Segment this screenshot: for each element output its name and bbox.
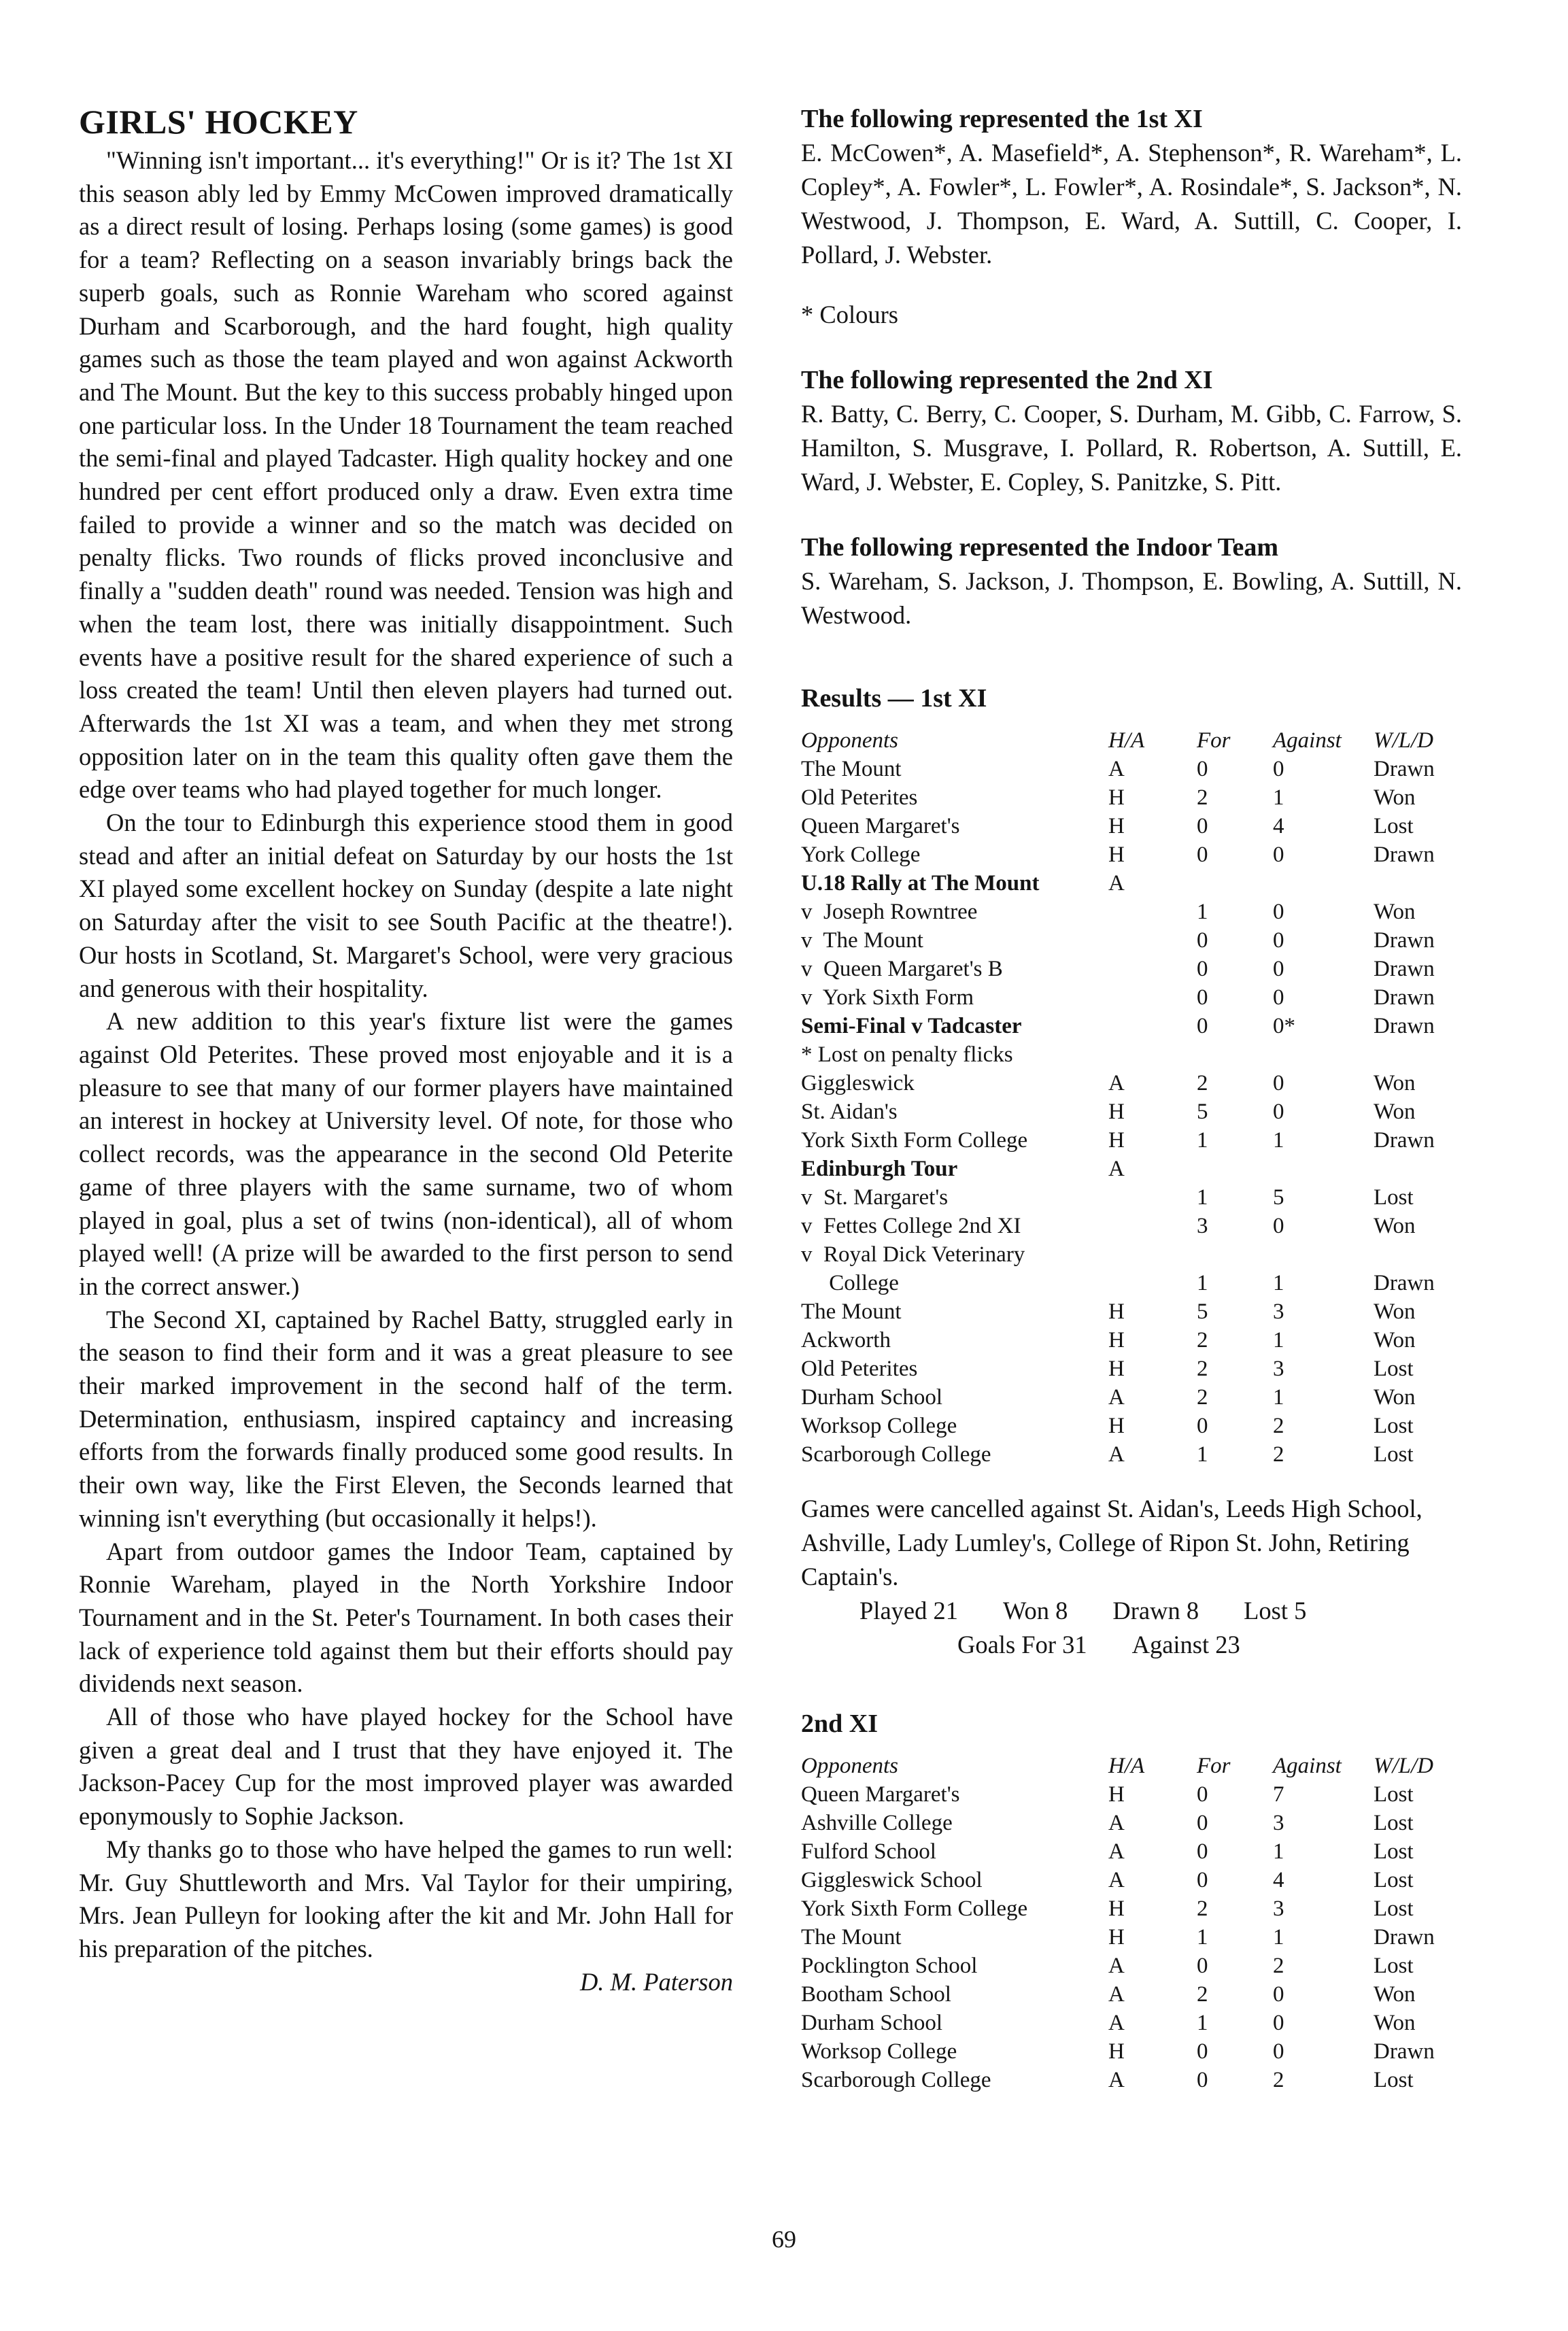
- table-cell: Giggleswick School: [801, 1868, 983, 1892]
- table-cell: 0: [1197, 2068, 1208, 2092]
- table-cell: 0: [1273, 985, 1284, 1010]
- table-cell: 0: [1197, 1811, 1208, 1835]
- table-cell: H: [1108, 1925, 1125, 1950]
- table-cell: 0: [1197, 757, 1208, 781]
- table-cell: 0: [1273, 1214, 1284, 1238]
- second-xi-heading: The following represented the 2nd XI: [801, 366, 1213, 394]
- column-header: Against: [1273, 728, 1342, 753]
- table-cell: Fulford School: [801, 1839, 936, 1864]
- table-cell: Lost: [1374, 1868, 1414, 1892]
- column-header: For: [1197, 1754, 1231, 1778]
- table-row: [801, 1155, 1462, 1183]
- column-header: Opponents: [801, 728, 898, 753]
- table-cell: * Lost on penalty flicks: [801, 1042, 1013, 1067]
- table-cell: [1374, 869, 1462, 898]
- table-cell: 0: [1197, 928, 1208, 953]
- table-cell: 1: [1273, 1839, 1284, 1864]
- first-xi-heading: The following represented the 1st XI: [801, 105, 1203, 133]
- table-cell: 1: [1273, 1385, 1284, 1410]
- goals-for-total: Goals For 31: [957, 1631, 1087, 1658]
- table-cell: Queen Margaret's: [801, 814, 960, 838]
- table-cell: H: [1108, 1896, 1125, 1921]
- table-cell: Worksop College: [801, 2039, 957, 2064]
- table-row: [801, 1183, 1462, 1212]
- article-paragraph: "Winning isn't important... it's everything!" Or is it? The 1st XI this season ably led by Emmy McCowen improved dramatically as a direct result of losing. Perhaps losing (some games) is good for a team? Reflecting on a season invariably brings back the superb goals, such as Ronnie Wareham who scored against Durham and Scarborough, and the hard fought, high quality games such as those the team played and won against Ackworth and The Mount. But the key to this success probably hinged upon one particular loss. In the Under 18 Tournament the team reached the semi-final and played Tadcaster. High quality hockey and one hundred per cent effort produced only a draw. Even extra time failed to provide a winner and so the match was decided on penalty flicks. Two rounds of flicks proved inconclusive and finally a "sudden death" round was needed. Tension was high and when the team lost, there was initially disappointment. Such events have a positive result for the shared experience of such a loss created the team! Until then eleven players had turned out. Afterwards the 1st XI was a team, and when they met strong opposition later on in the team this quality often gave them the edge over teams who had played together for much longer.: [79, 146, 733, 804]
- table-cell: 0*: [1273, 1014, 1295, 1038]
- table-cell: H: [1108, 1100, 1125, 1124]
- table-cell: H: [1108, 1328, 1125, 1352]
- table-cell: Lost: [1374, 1185, 1414, 1210]
- table-cell: 0: [1273, 1071, 1284, 1095]
- table-cell: The Mount: [801, 1299, 902, 1324]
- table-cell: 1: [1273, 1925, 1284, 1950]
- table-row: [801, 1952, 1462, 1980]
- table-cell: Old Peterites: [801, 785, 918, 810]
- table-cell: Won: [1374, 1071, 1416, 1095]
- table-cell: 5: [1197, 1299, 1208, 1324]
- table-row: [801, 2009, 1462, 2037]
- table-row: [801, 755, 1462, 783]
- table-cell: [1374, 1155, 1462, 1183]
- table-row: [801, 1980, 1462, 2009]
- table-cell: 0: [1273, 843, 1284, 867]
- table-cell: Lost: [1374, 1414, 1414, 1438]
- table-cell: [1374, 1240, 1462, 1269]
- table-cell: A: [1108, 1071, 1125, 1095]
- table-cell: [1374, 1040, 1462, 1069]
- table-cell: [1197, 1040, 1255, 1069]
- table-cell: 1: [1273, 1271, 1284, 1295]
- table-cell: A: [1108, 1385, 1125, 1410]
- table-cell: The Mount: [801, 1925, 902, 1950]
- table-cell: A: [1108, 1868, 1125, 1892]
- table-cell: 0: [1197, 1868, 1208, 1892]
- table-cell: York Sixth Form College: [801, 1128, 1028, 1153]
- table-header-row: [801, 1752, 1462, 1780]
- first-xi-names: E. McCowen*, A. Masefield*, A. Stephenson*, R. Wareham*, L. Copley*, A. Fowler*, L. Fowler*, A. Rosindale*, S. Jackson*, N. Westwood, J. Thompson, E. Ward, A. Suttill, C. Cooper, I. Pollard, J. Webster.: [801, 139, 1462, 269]
- table-row: [801, 1040, 1462, 1069]
- table-row: [801, 1894, 1462, 1923]
- cancelled-note: Games were cancelled against St. Aidan's, Leeds High School, Ashville, Lady Lumley's, College of Ripon St. John, Retiring Captain's.: [801, 1495, 1422, 1590]
- table-cell: Ashville College: [801, 1811, 953, 1835]
- table-row: [801, 1269, 1462, 1297]
- table-cell: 2: [1273, 1414, 1284, 1438]
- table-cell: [1255, 1040, 1374, 1069]
- table-cell: 0: [1273, 928, 1284, 953]
- table-cell: 2: [1273, 2068, 1284, 2092]
- table-cell: 2: [1197, 1328, 1208, 1352]
- lost-total: Lost 5: [1244, 1597, 1307, 1624]
- table-cell: 0: [1197, 1954, 1208, 1978]
- table-cell: 0: [1197, 1782, 1208, 1807]
- table-cell: U.18 Rally at The Mount: [801, 871, 1040, 896]
- table-row: [801, 955, 1462, 983]
- table-row: [801, 812, 1462, 840]
- column-header: Against: [1273, 1754, 1342, 1778]
- column-header: W/L/D: [1374, 728, 1434, 753]
- table-row: [801, 1412, 1462, 1440]
- table-cell: H: [1108, 1128, 1125, 1153]
- results-first-table: [801, 726, 1462, 1469]
- table-cell: Drawn: [1374, 2039, 1435, 2064]
- table-cell: 5: [1197, 1100, 1208, 1124]
- page-number: 69: [772, 2226, 796, 2253]
- table-cell: 0: [1197, 1839, 1208, 1864]
- table-cell: v York Sixth Form: [801, 985, 974, 1010]
- article-column: [79, 102, 733, 1998]
- table-row: [801, 1326, 1462, 1355]
- played-total: Played 21: [859, 1597, 958, 1624]
- table-cell: Lost: [1374, 1954, 1414, 1978]
- table-row: [801, 783, 1462, 812]
- table-cell: v St. Margaret's: [801, 1185, 949, 1210]
- table-cell: 3: [1273, 1896, 1284, 1921]
- table-cell: [1197, 869, 1255, 898]
- table-cell: Scarborough College: [801, 2068, 991, 2092]
- table-cell: H: [1108, 2039, 1125, 2064]
- table-cell: Drawn: [1374, 1271, 1435, 1295]
- table-cell: Durham School: [801, 2011, 943, 2035]
- table-cell: Won: [1374, 900, 1416, 924]
- indoor-team-heading: The following represented the Indoor Team: [801, 533, 1278, 562]
- table-cell: H: [1108, 1299, 1125, 1324]
- table-cell: [1197, 1240, 1255, 1269]
- table-cell: 3: [1273, 1299, 1284, 1324]
- table-cell: Won: [1374, 1214, 1416, 1238]
- table-cell: Lost: [1374, 2068, 1414, 2092]
- table-cell: 0: [1273, 1100, 1284, 1124]
- table-row: [801, 2037, 1462, 2066]
- table-cell: Lost: [1374, 814, 1414, 838]
- table-row: [801, 840, 1462, 869]
- table-cell: A: [1108, 1157, 1125, 1181]
- table-cell: 1: [1197, 1185, 1208, 1210]
- table-cell: [1108, 1269, 1197, 1297]
- table-cell: 7: [1273, 1782, 1284, 1807]
- table-cell: 4: [1273, 1868, 1284, 1892]
- results-second-table: [801, 1752, 1462, 2094]
- table-row: [801, 1383, 1462, 1412]
- table-cell: Drawn: [1374, 1128, 1435, 1153]
- colours-note: * Colours: [801, 301, 898, 328]
- table-cell: 1: [1273, 785, 1284, 810]
- table-cell: v Queen Margaret's B: [801, 957, 1003, 981]
- table-cell: 4: [1273, 814, 1284, 838]
- table-cell: [1108, 1040, 1197, 1069]
- table-cell: 0: [1197, 843, 1208, 867]
- season-summary-row: [801, 1594, 1462, 1628]
- article-paragraph: A new addition to this year's fixture list were the games against Old Peterites. These proved most enjoyable and it is a pleasure to see that many of our former players have maintained an interest in hockey at University level. Of note, for those who collect records, was the appearance in the second Old Peterite game of three players with the same surname, two of whom played in goal, plus a set of twins (non-identical), all of whom played well! (A prize will be awarded to the first person to send in the correct answer.): [79, 1007, 733, 1300]
- table-cell: Edinburgh Tour: [801, 1157, 958, 1181]
- table-cell: 2: [1273, 1442, 1284, 1467]
- table-row: [801, 983, 1462, 1012]
- results-first-heading: Results — 1st XI: [801, 684, 987, 713]
- table-cell: v Royal Dick Veterinary: [801, 1242, 1025, 1267]
- table-header-row: [801, 726, 1462, 755]
- table-cell: H: [1108, 785, 1125, 810]
- table-cell: A: [1108, 871, 1125, 896]
- article-paragraph: My thanks go to those who have helped the games to run well: Mr. Guy Shuttleworth and Mrs. Val Taylor for their umpiring, Mrs. Jean Pulleyn for looking after the kit and Mr. John Hall for his preparation of the pitches.: [79, 1835, 733, 1962]
- table-cell: 1: [1197, 1271, 1208, 1295]
- table-cell: 1: [1197, 900, 1208, 924]
- table-cell: The Mount: [801, 757, 902, 781]
- column-header: W/L/D: [1374, 1754, 1434, 1778]
- table-cell: York College: [801, 843, 921, 867]
- table-cell: Lost: [1374, 1839, 1414, 1864]
- table-row: [801, 1240, 1462, 1269]
- table-row: [801, 869, 1462, 898]
- second-xi-names: R. Batty, C. Berry, C. Cooper, S. Durham, M. Gibb, C. Farrow, S. Hamilton, S. Musgrave, I. Pollard, R. Robertson, A. Suttill, E. Ward, J. Webster, E. Copley, S. Panitzke, S. Pitt.: [801, 400, 1462, 496]
- column-header: H/A: [1108, 1754, 1145, 1778]
- table-cell: Drawn: [1374, 957, 1435, 981]
- table-cell: A: [1108, 757, 1125, 781]
- table-cell: York Sixth Form College: [801, 1896, 1028, 1921]
- table-row: [801, 1923, 1462, 1952]
- table-cell: 2: [1273, 1954, 1284, 1978]
- article-paragraph: Apart from outdoor games the Indoor Team, captained by Ronnie Wareham, played in the North Yorkshire Indoor Tournament and in the St. Peter's Tournament. In both cases their lack of experience told against them but their efforts should pay dividends next season.: [79, 1537, 733, 1698]
- table-cell: 1: [1197, 1128, 1208, 1153]
- results-column: [801, 102, 1462, 2094]
- table-cell: Drawn: [1374, 757, 1435, 781]
- table-cell: Giggleswick: [801, 1071, 915, 1095]
- table-cell: 0: [1197, 814, 1208, 838]
- table-cell: Won: [1374, 1982, 1416, 2007]
- table-cell: H: [1108, 1357, 1125, 1381]
- table-cell: H: [1108, 814, 1125, 838]
- table-cell: Lost: [1374, 1896, 1414, 1921]
- drawn-total: Drawn 8: [1112, 1597, 1199, 1624]
- table-cell: [1255, 869, 1374, 898]
- article-paragraph: All of those who have played hockey for the School have given a great deal and I trust that they have enjoyed it. The Jackson-Pacey Cup for the most improved player was awarded eponymously to Sophie Jackson.: [79, 1703, 733, 1831]
- table-cell: 0: [1197, 985, 1208, 1010]
- table-cell: Bootham School: [801, 1982, 951, 2007]
- table-cell: 0: [1197, 2039, 1208, 2064]
- table-cell: A: [1108, 1839, 1125, 1864]
- column-header: Opponents: [801, 1754, 898, 1778]
- table-cell: Worksop College: [801, 1414, 957, 1438]
- table-cell: Pocklington School: [801, 1954, 978, 1978]
- table-row: [801, 1837, 1462, 1866]
- table-row: [801, 1012, 1462, 1040]
- table-row: [801, 1866, 1462, 1894]
- table-cell: 0: [1273, 757, 1284, 781]
- table-cell: Old Peterites: [801, 1357, 918, 1381]
- table-cell: Won: [1374, 2011, 1416, 2035]
- table-cell: 2: [1197, 1982, 1208, 2007]
- results-second-heading: 2nd XI: [801, 1709, 878, 1738]
- table-cell: 2: [1197, 1385, 1208, 1410]
- table-cell: A: [1108, 2011, 1125, 2035]
- table-row: [801, 926, 1462, 955]
- table-cell: Drawn: [1374, 843, 1435, 867]
- indoor-team-names: S. Wareham, S. Jackson, J. Thompson, E. Bowling, A. Suttill, N. Westwood.: [801, 567, 1462, 629]
- table-cell: 3: [1273, 1357, 1284, 1381]
- table-cell: 3: [1273, 1811, 1284, 1835]
- table-cell: College: [801, 1271, 899, 1295]
- table-row: [801, 1809, 1462, 1837]
- table-cell: St. Aidan's: [801, 1100, 898, 1124]
- table-cell: 1: [1197, 1925, 1208, 1950]
- table-cell: 0: [1273, 1982, 1284, 2007]
- table-cell: 1: [1273, 1328, 1284, 1352]
- table-cell: [1108, 926, 1197, 955]
- table-cell: Won: [1374, 1100, 1416, 1124]
- table-cell: 2: [1197, 785, 1208, 810]
- article-title: GIRLS' HOCKEY: [79, 103, 358, 141]
- table-cell: [1108, 1183, 1197, 1212]
- table-row: [801, 1069, 1462, 1098]
- table-row: [801, 1098, 1462, 1126]
- table-cell: Lost: [1374, 1811, 1414, 1835]
- goals-against-total: Against 23: [1131, 1631, 1240, 1658]
- table-cell: [1108, 1212, 1197, 1240]
- table-row: [801, 1126, 1462, 1155]
- table-cell: Drawn: [1374, 985, 1435, 1010]
- table-cell: 5: [1273, 1185, 1284, 1210]
- table-cell: 2: [1197, 1896, 1208, 1921]
- table-row: [801, 1212, 1462, 1240]
- table-cell: v Joseph Rowntree: [801, 900, 978, 924]
- table-cell: 0: [1273, 900, 1284, 924]
- table-row: [801, 1780, 1462, 1809]
- table-cell: Durham School: [801, 1385, 943, 1410]
- table-cell: 0: [1197, 1014, 1208, 1038]
- table-cell: 1: [1197, 1442, 1208, 1467]
- table-row: [801, 898, 1462, 926]
- table-cell: 3: [1197, 1214, 1208, 1238]
- table-cell: H: [1108, 1414, 1125, 1438]
- won-total: Won 8: [1002, 1597, 1068, 1624]
- table-cell: [1108, 1012, 1197, 1040]
- table-cell: Drawn: [1374, 1925, 1435, 1950]
- table-row: [801, 2066, 1462, 2094]
- table-cell: Lost: [1374, 1357, 1414, 1381]
- table-cell: 2: [1197, 1357, 1208, 1381]
- table-cell: [1108, 983, 1197, 1012]
- table-cell: v The Mount: [801, 928, 923, 953]
- table-cell: Ackworth: [801, 1328, 891, 1352]
- table-cell: A: [1108, 1811, 1125, 1835]
- table-cell: v Fettes College 2nd XI: [801, 1214, 1021, 1238]
- column-header: H/A: [1108, 728, 1145, 753]
- table-cell: [1108, 955, 1197, 983]
- table-cell: 1: [1273, 1128, 1284, 1153]
- table-cell: 0: [1273, 2011, 1284, 2035]
- table-cell: 0: [1273, 2039, 1284, 2064]
- table-cell: Won: [1374, 1299, 1416, 1324]
- table-cell: Won: [1374, 1328, 1416, 1352]
- table-cell: [1255, 1155, 1374, 1183]
- table-cell: H: [1108, 1782, 1125, 1807]
- table-cell: [1197, 1155, 1255, 1183]
- article-paragraph: On the tour to Edinburgh this experience stood them in good stead and after an initial defeat on Saturday by our hosts the 1st XI played some excellent hockey on Sunday (despite a late night on Saturday after the visit to see South Pacific at the theatre!). Our hosts in Scotland, St. Margaret's School, were very gracious and generous with their hospitality.: [79, 809, 733, 1002]
- table-row: [801, 1440, 1462, 1469]
- table-cell: Won: [1374, 1385, 1416, 1410]
- table-cell: Drawn: [1374, 928, 1435, 953]
- table-cell: Won: [1374, 785, 1416, 810]
- table-cell: Queen Margaret's: [801, 1782, 960, 1807]
- table-cell: 0: [1273, 957, 1284, 981]
- table-cell: [1108, 898, 1197, 926]
- table-cell: Drawn: [1374, 1014, 1435, 1038]
- table-cell: 1: [1197, 2011, 1208, 2035]
- table-cell: A: [1108, 1442, 1125, 1467]
- table-cell: Lost: [1374, 1782, 1414, 1807]
- table-cell: A: [1108, 1982, 1125, 2007]
- table-cell: A: [1108, 2068, 1125, 2092]
- table-row: [801, 1297, 1462, 1326]
- table-cell: Lost: [1374, 1442, 1414, 1467]
- article-paragraph: The Second XI, captained by Rachel Batty, struggled early in the season to find their form and it was a great pleasure to see their marked improvement in the second half of the term. Determination, enthusiasm, inspired captaincy and increasing efforts from the forwards finally produced some good results. In their own way, like the First Eleven, the Seconds learned that winning isn't everything (but occasionally it helps!).: [79, 1305, 733, 1532]
- table-cell: Scarborough College: [801, 1442, 991, 1467]
- article-signature: D. M. Paterson: [579, 1967, 733, 1996]
- table-cell: 0: [1197, 957, 1208, 981]
- table-row: [801, 1355, 1462, 1383]
- goals-summary-row: [801, 1628, 1462, 1662]
- column-header: For: [1197, 728, 1231, 753]
- table-cell: A: [1108, 1954, 1125, 1978]
- table-cell: [1255, 1240, 1374, 1269]
- table-cell: Semi-Final v Tadcaster: [801, 1014, 1022, 1038]
- table-cell: 0: [1197, 1414, 1208, 1438]
- table-cell: [1108, 1240, 1197, 1269]
- table-cell: H: [1108, 843, 1125, 867]
- table-cell: 2: [1197, 1071, 1208, 1095]
